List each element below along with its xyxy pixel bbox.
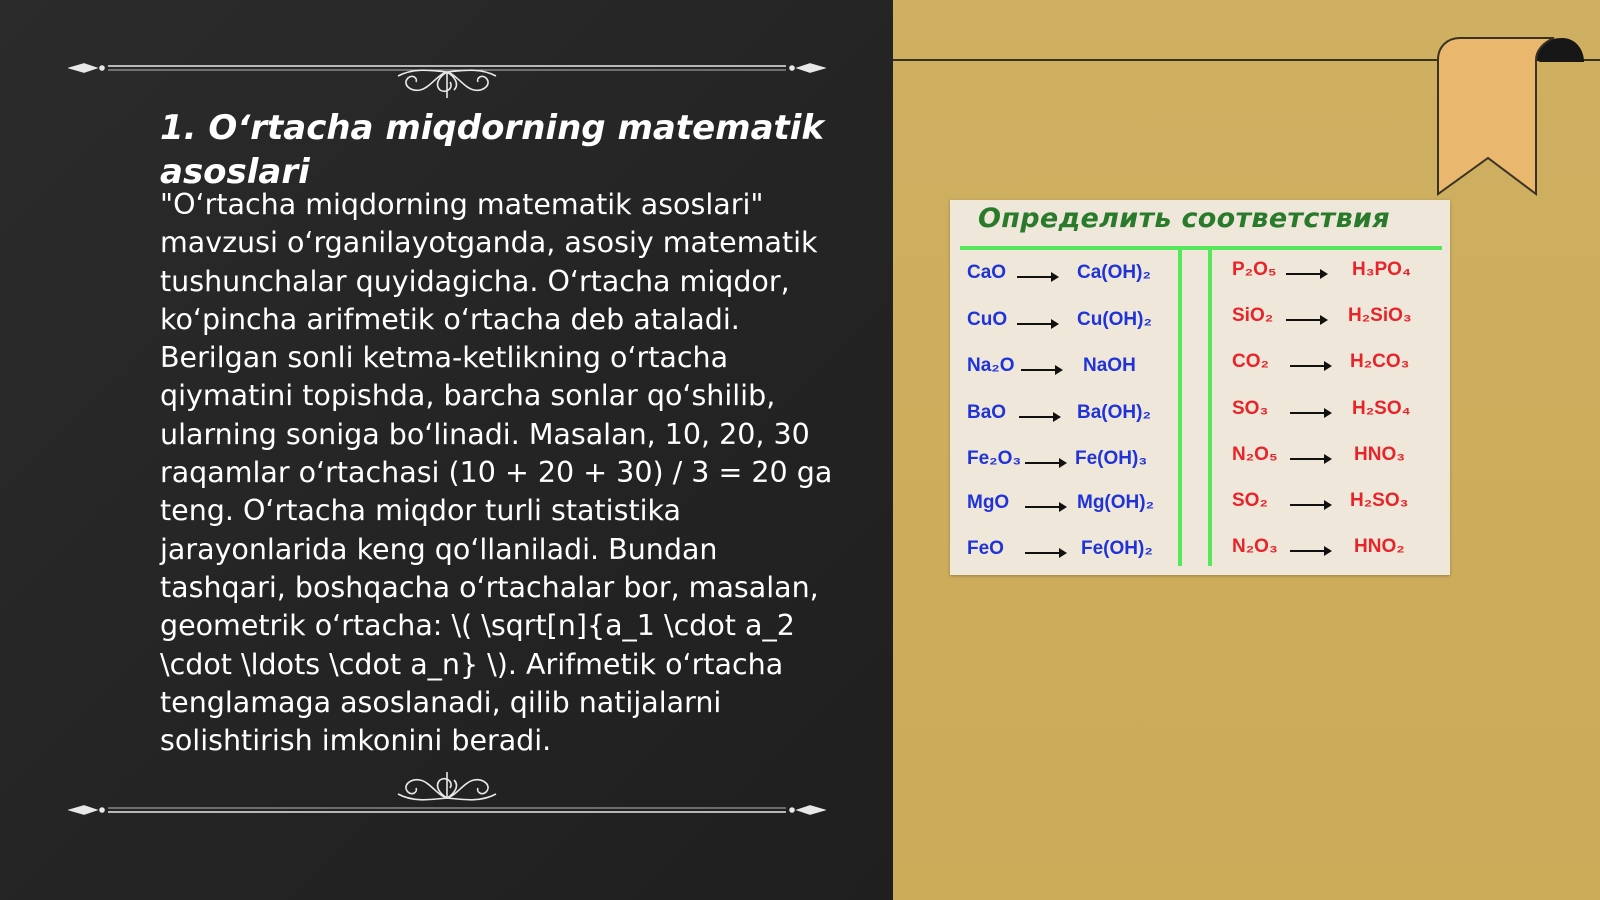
acid-oxide: N₂O₅ bbox=[1232, 444, 1278, 465]
bookmark-ribbon-icon bbox=[1436, 36, 1586, 198]
arrow-icon bbox=[1290, 458, 1330, 460]
arrow-icon bbox=[1290, 504, 1330, 506]
base-oxide: BaO bbox=[967, 402, 1007, 423]
reaction-row-left-5 bbox=[967, 448, 1167, 478]
acid-oxide: CO₂ bbox=[1232, 351, 1269, 372]
acid-oxide: N₂O₃ bbox=[1232, 536, 1278, 557]
acid-product: HNO₃ bbox=[1354, 444, 1406, 465]
arrow-icon bbox=[1025, 462, 1065, 464]
reaction-row-left-7 bbox=[967, 538, 1167, 568]
chemistry-matching-card bbox=[950, 200, 1450, 575]
slide-body-text: "O‘rtacha miqdorning matematik asoslari" mavzusi o‘rganilayotganda, asosiy matematik tushunchalar quyidagicha. O‘rtacha miqdor, ko‘pincha arifmetik o‘rtacha deb ataladi. Berilgan sonli ketma-ketlikning o‘rtacha qiymatini topishda, barcha sonlar qo‘shilib, ularning soniga bo‘linadi. Masalan, 10, 20, 30 raqamlar o‘rtachasi (10 + 20 + 30) / 3 = 20 ga teng. O‘rtacha miqdor turli statistika jarayonlarida keng qo‘llaniladi. Bundan tashqari, boshqacha o‘rtachalar bor, masalan, geometrik o‘rtacha: \( \sqrt[n]{a_1 \cdot a_2 \cdot \ldots \cdot a_n} \). Arifmetik o‘rtacha tenglamaga asoslanadi, qilib natijalarni solishtirish imkonini beradi. bbox=[160, 188, 833, 758]
acid-oxide: SiO₂ bbox=[1232, 305, 1274, 326]
base-product: Fe(OH)₂ bbox=[1081, 538, 1153, 559]
acid-product: HNO₂ bbox=[1354, 536, 1405, 557]
slide-title: 1. O‘rtacha miqdorning matematik asoslari bbox=[160, 108, 825, 192]
base-oxide: CuO bbox=[967, 309, 1008, 330]
base-product: Ca(OH)₂ bbox=[1077, 262, 1151, 283]
base-oxide: CaO bbox=[967, 262, 1007, 283]
acid-product: H₂SO₃ bbox=[1350, 490, 1409, 511]
card-column-divider-right bbox=[1208, 246, 1212, 566]
arrow-icon bbox=[1025, 552, 1065, 554]
acid-oxide: SO₃ bbox=[1232, 398, 1269, 419]
reaction-row-right-3 bbox=[1232, 351, 1442, 381]
acid-product: H₂SO₄ bbox=[1352, 398, 1411, 419]
acid-oxide: SO₂ bbox=[1232, 490, 1268, 511]
acid-product: H₂CO₃ bbox=[1350, 351, 1410, 372]
base-product: NaOH bbox=[1083, 355, 1136, 376]
arrow-icon bbox=[1019, 416, 1059, 418]
reaction-row-left-6 bbox=[967, 492, 1167, 522]
arrow-icon bbox=[1286, 319, 1326, 321]
reaction-row-right-7 bbox=[1232, 536, 1442, 566]
card-title: Определить соответствия bbox=[978, 203, 1390, 234]
reaction-row-right-4 bbox=[1232, 398, 1442, 428]
top-ornament-divider-icon bbox=[68, 38, 826, 98]
bottom-ornament-divider-icon bbox=[68, 772, 826, 832]
card-header-line bbox=[960, 246, 1442, 250]
acid-product: H₂SiO₃ bbox=[1348, 305, 1412, 326]
arrow-icon bbox=[1290, 550, 1330, 552]
acid-oxide: P₂O₅ bbox=[1232, 259, 1277, 280]
arrow-icon bbox=[1017, 323, 1057, 325]
base-product: Ba(OH)₂ bbox=[1077, 402, 1151, 423]
arrow-icon bbox=[1017, 276, 1057, 278]
base-oxide: Fe₂O₃ bbox=[967, 448, 1022, 469]
reaction-row-left-3 bbox=[967, 355, 1167, 385]
arrow-icon bbox=[1021, 369, 1061, 371]
card-column-divider-left bbox=[1178, 246, 1182, 566]
arrow-icon bbox=[1290, 365, 1330, 367]
base-product: Mg(OH)₂ bbox=[1077, 492, 1155, 513]
reaction-row-left-4 bbox=[967, 402, 1167, 432]
arrow-icon bbox=[1286, 273, 1326, 275]
arrow-icon bbox=[1290, 412, 1330, 414]
reaction-row-right-1 bbox=[1232, 259, 1442, 289]
reaction-row-left-2 bbox=[967, 309, 1167, 339]
base-product: Fe(OH)₃ bbox=[1075, 448, 1148, 469]
reaction-row-right-5 bbox=[1232, 444, 1442, 474]
reaction-row-right-2 bbox=[1232, 305, 1442, 335]
reaction-row-right-6 bbox=[1232, 490, 1442, 520]
base-oxide: MgO bbox=[967, 492, 1010, 513]
base-oxide: Na₂O bbox=[967, 355, 1015, 376]
acid-product: H₃PO₄ bbox=[1352, 259, 1412, 280]
reaction-row-left-1 bbox=[967, 262, 1167, 292]
base-oxide: FeO bbox=[967, 538, 1004, 559]
arrow-icon bbox=[1025, 506, 1065, 508]
base-product: Cu(OH)₂ bbox=[1077, 309, 1152, 330]
